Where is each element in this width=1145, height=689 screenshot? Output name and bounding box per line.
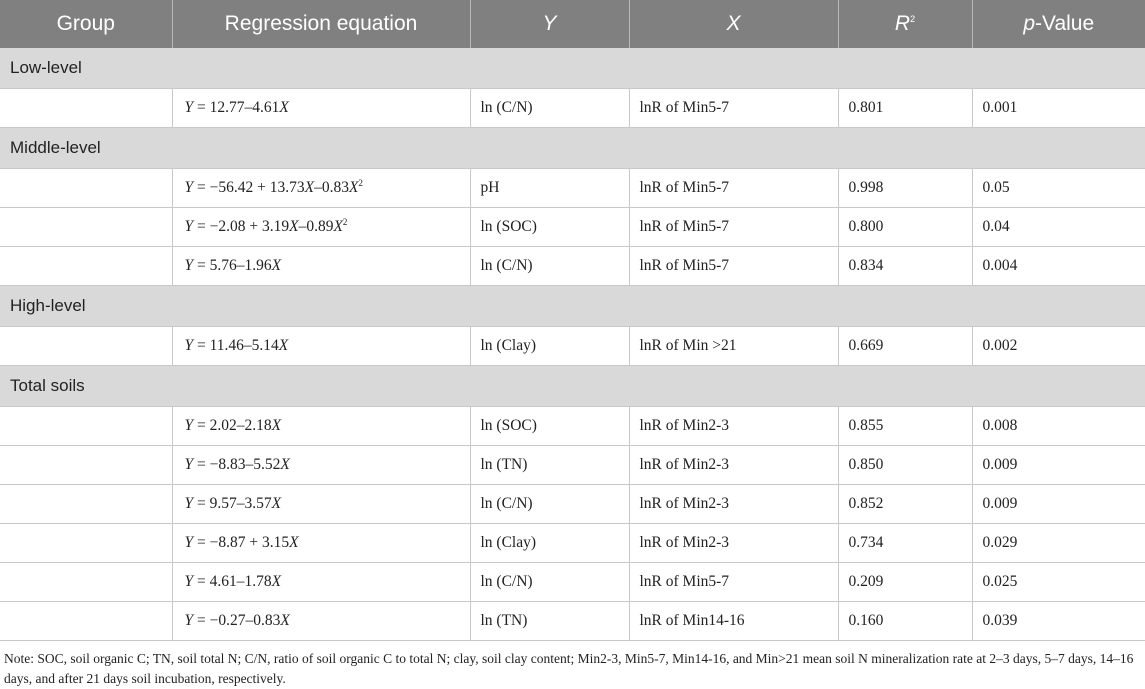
group-cell xyxy=(0,602,172,641)
equation-cell xyxy=(172,524,470,563)
group-cell xyxy=(0,485,172,524)
equation-part: –0.83 xyxy=(314,179,349,197)
x-cell: lnR of Min2-3 xyxy=(629,407,838,446)
header-y: Y xyxy=(470,0,629,48)
group-cell xyxy=(0,327,172,366)
r2-cell: 0.669 xyxy=(838,327,972,366)
equation-part: 2 xyxy=(342,217,348,228)
equation-part: X xyxy=(280,456,290,473)
group-cell xyxy=(0,208,172,247)
table-row xyxy=(0,524,1145,563)
p-value-cell: 0.008 xyxy=(972,407,1145,446)
group-cell xyxy=(0,89,172,128)
header-r2: $R^2$ xyxy=(838,0,972,48)
x-cell: lnR of Min5-7 xyxy=(629,89,838,128)
p-value-cell: 0.004 xyxy=(972,247,1145,286)
equation-part: Y xyxy=(184,218,194,236)
equation-cell xyxy=(172,208,470,247)
equation-part: X xyxy=(333,218,343,236)
p-value-cell: 0.029 xyxy=(972,524,1145,563)
group-label: High-level xyxy=(0,286,1145,327)
header-equation: Regression equation xyxy=(172,0,470,48)
y-cell: ln (C/N) xyxy=(470,485,629,524)
x-cell: lnR of Min2-3 xyxy=(629,524,838,563)
x-cell: lnR of Min2-3 xyxy=(629,446,838,485)
group-cell xyxy=(0,169,172,208)
group-row xyxy=(0,286,1145,327)
y-cell: ln (C/N) xyxy=(470,247,629,286)
equation-part: 2 xyxy=(358,178,363,189)
equation-part: = 11.46–5.14 xyxy=(193,337,279,354)
equation-part: X xyxy=(278,337,289,354)
equation-part: X xyxy=(289,534,299,551)
equation-part: Y xyxy=(184,99,194,116)
equation-part: = 4.61–1.78 xyxy=(193,573,272,590)
equation-cell xyxy=(172,485,470,524)
table-row xyxy=(0,169,1145,208)
equation-cell xyxy=(172,446,470,485)
x-cell: lnR of Min5-7 xyxy=(629,208,838,247)
p-value-cell: 0.025 xyxy=(972,563,1145,602)
equation-part: Y xyxy=(184,456,194,473)
p-value-cell: 0.009 xyxy=(972,446,1145,485)
equation-cell xyxy=(172,247,470,286)
r2-cell: 0.800 xyxy=(838,208,972,247)
x-cell: lnR of Min5-7 xyxy=(629,563,838,602)
y-cell: ln (TN) xyxy=(470,446,629,485)
equation-part: = 5.76–1.96 xyxy=(193,257,272,274)
x-cell: lnR of Min14-16 xyxy=(629,602,838,641)
table-note: Note: SOC, soil organic C; TN, soil total N; C/N, ratio of soil organic C to total N; clay, soil clay content; Min2-3, Min5-7, Min14-16, and Min>21 mean soil N mineralization rate at 2–3 days, 5–7 days, 14–16 days, and after 21 days soil incubation, respectively. xyxy=(4,651,1134,686)
r2-cell: 0.834 xyxy=(838,247,972,286)
y-cell: ln (Clay) xyxy=(470,327,629,366)
group-row xyxy=(0,48,1145,89)
header-x: X xyxy=(629,0,838,48)
header-row xyxy=(0,0,1145,48)
table-row xyxy=(0,247,1145,286)
equation-part: = 12.77–4.61 xyxy=(193,99,280,116)
table-row xyxy=(0,485,1145,524)
table-row xyxy=(0,602,1145,641)
group-cell xyxy=(0,563,172,602)
equation-part: Y xyxy=(184,612,194,629)
equation-part: –0.89 xyxy=(298,218,334,236)
equation-cell xyxy=(172,407,470,446)
group-row xyxy=(0,128,1145,169)
y-cell: ln (TN) xyxy=(470,602,629,641)
x-cell: lnR of Min5-7 xyxy=(629,247,838,286)
y-cell: ln (C/N) xyxy=(470,563,629,602)
group-label: Low-level xyxy=(0,48,1145,89)
p-value-cell: 0.002 xyxy=(972,327,1145,366)
p-value-cell: 0.039 xyxy=(972,602,1145,641)
group-label: Middle-level xyxy=(0,128,1145,169)
group-cell xyxy=(0,524,172,563)
equation-part: = −8.87 + 3.15 xyxy=(193,534,290,551)
group-cell xyxy=(0,247,172,286)
equation-part: Y xyxy=(184,337,194,354)
equation-part: = −56.42 + 13.73 xyxy=(193,179,305,197)
equation-part: X xyxy=(271,495,282,512)
table-row xyxy=(0,327,1145,366)
equation-cell xyxy=(172,602,470,641)
y-cell: ln (Clay) xyxy=(470,524,629,563)
y-cell: ln (C/N) xyxy=(470,89,629,128)
header-group: Group xyxy=(0,0,172,48)
table-row xyxy=(0,563,1145,602)
group-label: Total soils xyxy=(0,366,1145,407)
x-cell: lnR of Min2-3 xyxy=(629,485,838,524)
group-row xyxy=(0,366,1145,407)
table-row xyxy=(0,407,1145,446)
group-cell xyxy=(0,407,172,446)
equation-part: = −8.83–5.52 xyxy=(193,456,281,473)
equation-part: X xyxy=(289,218,299,236)
equation-part: X xyxy=(348,179,359,197)
r2-cell: 0.852 xyxy=(838,485,972,524)
equation-part: = 2.02–2.18 xyxy=(193,417,272,434)
equation-part: X xyxy=(271,417,282,434)
r2-cell: 0.850 xyxy=(838,446,972,485)
y-cell: pH xyxy=(470,169,629,208)
equation-part: X xyxy=(280,612,290,629)
table-row xyxy=(0,208,1145,247)
r2-cell: 0.855 xyxy=(838,407,972,446)
r2-cell: 0.209 xyxy=(838,563,972,602)
group-cell xyxy=(0,446,172,485)
equation-part: Y xyxy=(184,495,194,512)
r2-cell: 0.998 xyxy=(838,169,972,208)
equation-part: Y xyxy=(184,573,194,590)
r2-cell: 0.801 xyxy=(838,89,972,128)
r2-cell: 0.734 xyxy=(838,524,972,563)
equation-part: X xyxy=(271,257,282,274)
y-cell: ln (SOC) xyxy=(470,407,629,446)
equation-cell xyxy=(172,169,470,208)
header-p-value: p-Value xyxy=(972,0,1145,48)
equation-cell xyxy=(172,327,470,366)
p-value-cell: 0.04 xyxy=(972,208,1145,247)
table-body xyxy=(0,48,1145,641)
equation-part: Y xyxy=(184,257,194,274)
equation-cell xyxy=(172,563,470,602)
table-row xyxy=(0,89,1145,128)
equation-part: = −2.08 + 3.19 xyxy=(193,218,290,236)
r2-cell: 0.160 xyxy=(838,602,972,641)
equation-part: X xyxy=(304,179,315,197)
x-cell: lnR of Min5-7 xyxy=(629,169,838,208)
equation-part: X xyxy=(279,99,289,116)
equation-part: Y xyxy=(184,179,194,197)
x-cell: lnR of Min >21 xyxy=(629,327,838,366)
y-cell: ln (SOC) xyxy=(470,208,629,247)
equation-part: X xyxy=(271,573,282,590)
p-value-cell: 0.05 xyxy=(972,169,1145,208)
equation-part: Y xyxy=(184,417,194,434)
equation-part: = −0.27–0.83 xyxy=(193,612,281,629)
equation-part: Y xyxy=(184,534,194,551)
p-value-cell: 0.009 xyxy=(972,485,1145,524)
p-value-cell: 0.001 xyxy=(972,89,1145,128)
table-row xyxy=(0,446,1145,485)
equation-cell xyxy=(172,89,470,128)
equation-part: = 9.57–3.57 xyxy=(193,495,272,512)
